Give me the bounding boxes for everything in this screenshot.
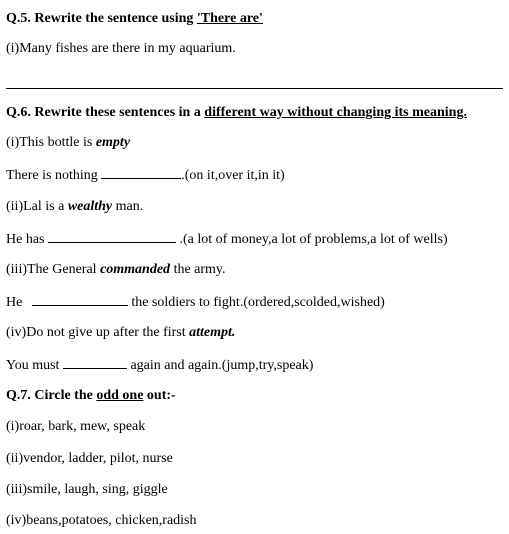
q7-item-4: (iv)beans,potatoes, chicken,radish: [6, 513, 197, 528]
answer-blank[interactable]: [63, 356, 127, 369]
q6-answer-1: There is nothing .(on it,over it,in it): [6, 168, 285, 183]
q7-heading-underlined: odd one: [96, 388, 144, 403]
q6-heading: Q.6. Rewrite these sentences in a different way without changing its meaning.: [6, 105, 467, 120]
q6-item-2: (ii)Lal is a wealthy man.: [6, 199, 144, 214]
emphasis-word: commanded: [100, 262, 171, 277]
q5-heading-underlined: 'There are': [196, 11, 263, 26]
answer-blank[interactable]: [48, 230, 176, 243]
q6-item-1: (i)This bottle is empty: [6, 135, 131, 150]
emphasis-word: wealthy: [67, 199, 113, 214]
q7-item-3: (iii)smile, laugh, sing, giggle: [6, 482, 168, 497]
q6-answer-4: You must again and again.(jump,try,speak): [6, 358, 314, 373]
q5-heading: Q.5. Rewrite the sentence using 'There are': [6, 11, 263, 26]
q7-item-1: (i)roar, bark, mew, speak: [6, 419, 146, 434]
answer-blank[interactable]: [32, 293, 128, 306]
answer-blank[interactable]: [101, 166, 181, 179]
emphasis-word: attempt.: [189, 325, 236, 340]
q6-heading-underlined: different way without changing its meaning.: [204, 105, 467, 120]
q5-item-1: (i)Many fishes are there in my aquarium.: [6, 41, 236, 56]
q6-answer-3: He the soldiers to fight.(ordered,scolded,wished): [6, 295, 385, 310]
q7-item-2: (ii)vendor, ladder, pilot, nurse: [6, 451, 173, 466]
q7-heading: Q.7. Circle the odd one out:-: [6, 388, 176, 403]
q6-answer-2: He has .(a lot of money,a lot of problems,a lot of wells): [6, 232, 448, 247]
section-divider: [6, 88, 503, 89]
emphasis-word: empty: [95, 135, 131, 150]
q6-item-3: (iii)The General commanded the army.: [6, 262, 226, 277]
q6-item-4: (iv)Do not give up after the first attempt.: [6, 325, 236, 340]
